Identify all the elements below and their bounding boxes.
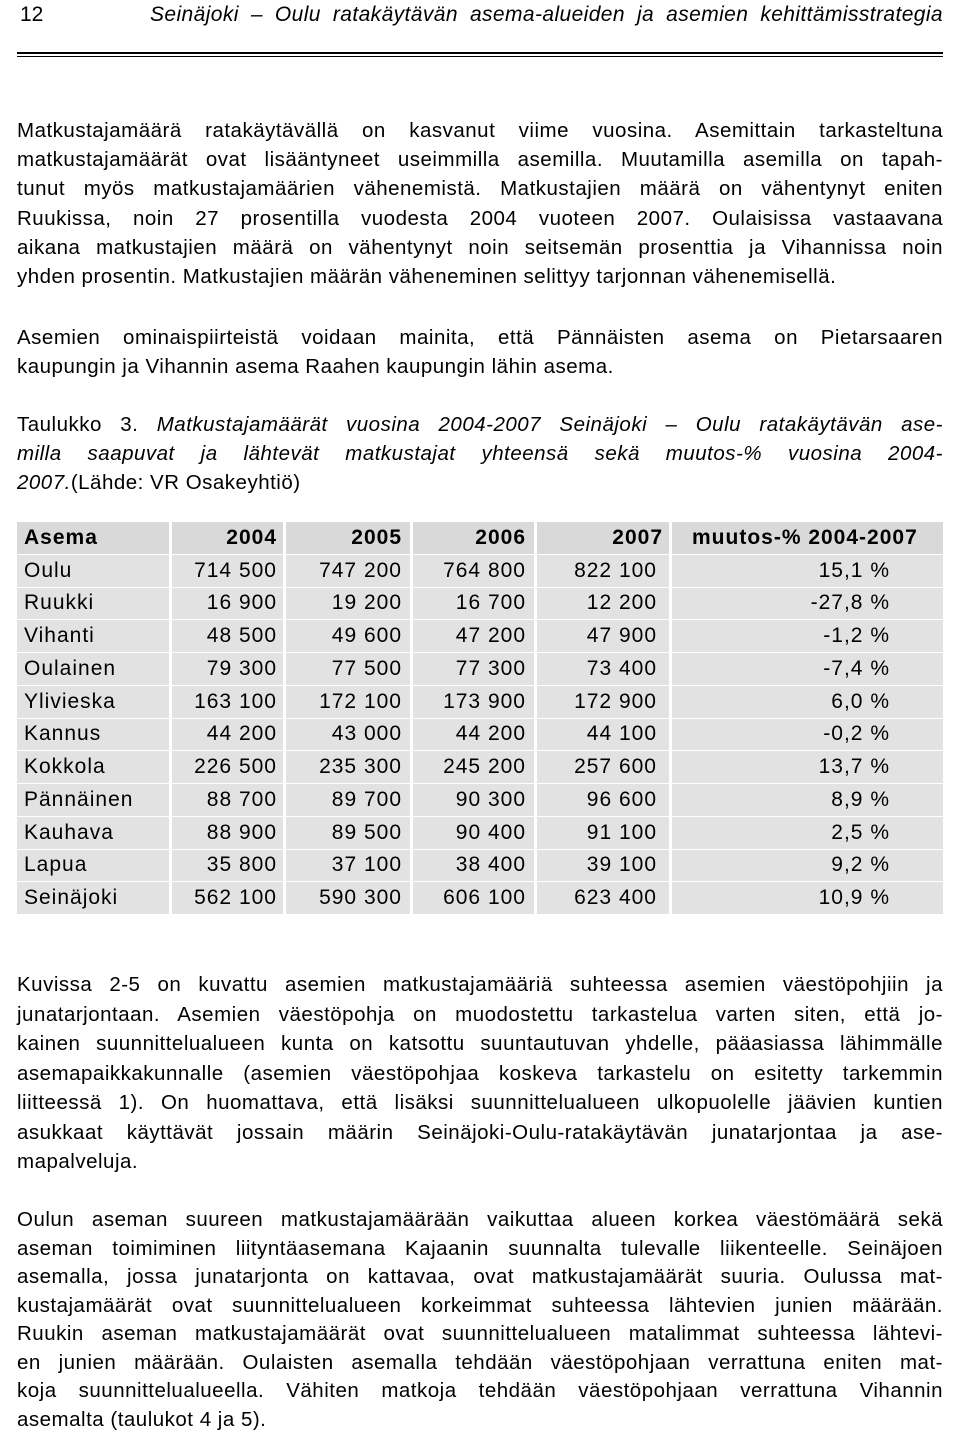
table-cell-2007: 73 400 xyxy=(537,653,669,685)
table-cell-2004: 714 500 xyxy=(172,555,283,587)
table-cell-station: Ruukki xyxy=(17,588,169,620)
paragraph xyxy=(17,116,943,291)
table-cell-2006: 173 900 xyxy=(413,686,534,718)
table-cell-2004: 562 100 xyxy=(172,882,283,914)
paragraph-line: kainen suunnittelualueen kunta on katsottu suuntautuvan yhdelle, pääasiassa lähimmälle xyxy=(17,1032,943,1055)
caption-text: 2007. xyxy=(17,470,71,494)
paragraph-line: kustajamäärät ovat suunnittelualueen korkeimmat suhteessa lähtevien junien määrään. xyxy=(17,1293,943,1317)
table-cell-2007: 91 100 xyxy=(537,817,669,849)
caption-line xyxy=(17,468,943,497)
table-cell-station: Lapua xyxy=(17,850,169,882)
table-cell-change: 9,2 % xyxy=(672,850,943,882)
table-cell-2005: 172 100 xyxy=(286,686,410,718)
table-cell-change: 8,9 % xyxy=(672,784,943,816)
table-cell-2006: 245 200 xyxy=(413,751,534,783)
table-row xyxy=(17,555,943,587)
table-cell-2005: 590 300 xyxy=(286,882,410,914)
table-header-2007: 2007 xyxy=(537,522,669,554)
table-row xyxy=(17,686,943,718)
table-cell-2006: 90 400 xyxy=(413,817,534,849)
table-cell-2005: 37 100 xyxy=(286,850,410,882)
table-cell-station: Kannus xyxy=(17,719,169,751)
table-cell-2005: 89 500 xyxy=(286,817,410,849)
table-cell-station: Oulainen xyxy=(17,653,169,685)
table-cell-change: 6,0 % xyxy=(672,686,943,718)
table-header-row xyxy=(17,522,943,554)
table-cell-2005: 747 200 xyxy=(286,555,410,587)
table-cell-2007: 623 400 xyxy=(537,882,669,914)
table-cell-change: 15,1 % xyxy=(672,555,943,587)
running-title: Seinäjoki – Oulu ratakäytävän asema-alueiden ja asemien kehittämisstrategia xyxy=(150,3,943,26)
table-cell-2006: 77 300 xyxy=(413,653,534,685)
table-cell-2004: 44 200 xyxy=(172,719,283,751)
table-cell-station: Seinäjoki xyxy=(17,882,169,914)
caption-text: Matkustajamäärät vuosina 2004-2007 Seinäjoki – Oulu ratakäytävän ase- xyxy=(156,412,944,436)
table-cell-2005: 43 000 xyxy=(286,719,410,751)
table-cell-2007: 12 200 xyxy=(537,588,669,620)
table-cell-2005: 19 200 xyxy=(286,588,410,620)
paragraph-line: aseman toimiminen liityntäasemana Kajaanin suunnalta tulevalle liikenteelle. Seinäjoen xyxy=(17,1236,943,1260)
header-rule-thin xyxy=(17,56,943,57)
caption-line xyxy=(17,410,943,439)
paragraph-line: kaupungin ja Vihannin asema Raahen kaupungin lähin asema. xyxy=(17,354,614,378)
table-cell-2005: 89 700 xyxy=(286,784,410,816)
caption-line: milla saapuvat ja lähtevät matkustajat yhteensä sekä muutos-% vuosina 2004- xyxy=(17,441,943,465)
paragraph-line: asemalta (taulukot 4 ja 5). xyxy=(17,1407,267,1431)
table-cell-2004: 226 500 xyxy=(172,751,283,783)
table-cell-2007: 257 600 xyxy=(537,751,669,783)
paragraph-line: asukkaat käyttävät jossain määrin Seinäjoki-Oulu-ratakäytävän junatarjontaa ja ase- xyxy=(17,1120,943,1144)
table-row xyxy=(17,817,943,849)
paragraph-line: tunut myös matkustajamäärien vähenemistä. Matkustajien määrä on vähentynyt eniten xyxy=(17,177,943,201)
table-cell-station: Vihanti xyxy=(17,620,169,652)
paragraph-line: yhden prosentin. Matkustajien määrän väheneminen selittyy tarjonnan vähenemisellä. xyxy=(17,265,837,289)
paragraph xyxy=(17,970,943,1177)
table-cell-2004: 48 500 xyxy=(172,620,283,652)
table-cell-change: -27,8 % xyxy=(672,588,943,620)
table-cell-2004: 35 800 xyxy=(172,850,283,882)
table-cell-2005: 77 500 xyxy=(286,653,410,685)
paragraph-line: liitteessä 1). On huomattava, että lisäksi suunnittelualueen ulkopuolelle jäävien kuntien xyxy=(17,1091,943,1114)
table-cell-2006: 764 800 xyxy=(413,555,534,587)
table-cell-change: 13,7 % xyxy=(672,751,943,783)
table-cell-2007: 172 900 xyxy=(537,686,669,718)
paragraph-line: junatarjontaan. Asemien väestöpohja on muodostettu tarkastelua varten siten, että jo- xyxy=(17,1002,943,1026)
paragraph-line: asemapaikkakunnalle (asemien väestöpohjaa koskeva tarkastelu on esitetty tarkemmin xyxy=(17,1061,943,1085)
table-cell-2007: 47 900 xyxy=(537,620,669,652)
table-row xyxy=(17,751,943,783)
table-cell-2004: 163 100 xyxy=(172,686,283,718)
table-cell-2005: 235 300 xyxy=(286,751,410,783)
table-cell-change: -1,2 % xyxy=(672,620,943,652)
table-cell-change: 2,5 % xyxy=(672,817,943,849)
paragraph-line: Kuvissa 2-5 on kuvattu asemien matkustajamääriä suhteessa asemien väestöpohjiin ja xyxy=(17,973,943,996)
table-cell-2006: 38 400 xyxy=(413,850,534,882)
paragraph-line: en junien määrään. Oulaisten asemalla tehdään väestöpohjaan verrattuna eniten mat- xyxy=(17,1350,943,1374)
table-cell-2007: 822 100 xyxy=(537,555,669,587)
table-cell-station: Pännäinen xyxy=(17,784,169,816)
table-header-change: muutos-% 2004-2007 xyxy=(672,522,943,554)
header-rule xyxy=(17,52,943,54)
table-cell-2004: 88 700 xyxy=(172,784,283,816)
passenger-table xyxy=(17,522,943,914)
table-row xyxy=(17,784,943,816)
table-cell-change: -7,4 % xyxy=(672,653,943,685)
paragraph-line: asemalla, jossa junatarjonta on kattavaa, ovat matkustajamäärät suuria. Oulussa mat- xyxy=(17,1265,943,1288)
table-row xyxy=(17,719,943,751)
table-row xyxy=(17,588,943,620)
paragraph-line: Asemien ominaispiirteistä voidaan mainita, että Pännäisten asema on Pietarsaaren xyxy=(17,325,943,349)
paragraph-line: matkustajamäärät ovat lisääntyneet useimmilla asemilla. Muutamilla asemilla on tapah- xyxy=(17,148,943,172)
table-cell-2007: 44 100 xyxy=(537,719,669,751)
table-cell-2006: 606 100 xyxy=(413,882,534,914)
table-cell-change: -0,2 % xyxy=(672,719,943,751)
table-header-station: Asema xyxy=(17,522,169,554)
table-row xyxy=(17,882,943,914)
page-number: 12 xyxy=(20,3,44,26)
table-cell-2004: 79 300 xyxy=(172,653,283,685)
caption-label: Taulukko 3. xyxy=(17,412,139,436)
table-row xyxy=(17,653,943,685)
table-cell-change: 10,9 % xyxy=(672,882,943,914)
table-cell-2004: 88 900 xyxy=(172,817,283,849)
caption-source: (Lähde: VR Osakeyhtiö) xyxy=(70,470,301,494)
paragraph-line: aikana matkustajien määrä on vähentynyt noin seitsemän prosenttia ja Vihannissa noin xyxy=(17,235,943,259)
table-cell-2006: 90 300 xyxy=(413,784,534,816)
paragraph-line: Oulun aseman suureen matkustajamäärään vaikuttaa alueen korkea väestömäärä sekä xyxy=(17,1208,943,1231)
table-cell-2007: 39 100 xyxy=(537,850,669,882)
table-cell-station: Kauhava xyxy=(17,817,169,849)
table-cell-station: Oulu xyxy=(17,555,169,587)
table-row xyxy=(17,620,943,652)
table-cell-2006: 44 200 xyxy=(413,719,534,751)
table-cell-2007: 96 600 xyxy=(537,784,669,816)
paragraph xyxy=(17,323,943,381)
paragraph-line: koja suunnittelualueella. Vähiten matkoja tehdään väestöpohjaan verrattuna Vihannin xyxy=(17,1379,943,1402)
paragraph-line: Ruukissa, noin 27 prosentilla vuodesta 2004 vuoteen 2007. Oulaisissa vastaavana xyxy=(17,206,943,230)
table-row xyxy=(17,850,943,882)
table-cell-2005: 49 600 xyxy=(286,620,410,652)
table-caption xyxy=(17,410,943,497)
table-cell-station: Kokkola xyxy=(17,751,169,783)
table-cell-2006: 16 700 xyxy=(413,588,534,620)
paragraph-line: Matkustajamäärä ratakäytävällä on kasvanut viime vuosina. Asemittain tarkasteltuna xyxy=(17,119,943,142)
table-header-2006: 2006 xyxy=(413,522,534,554)
table-cell-2006: 47 200 xyxy=(413,620,534,652)
paragraph-line: mapalveluja. xyxy=(17,1150,139,1173)
paragraph-line: Ruukin aseman matkustajamäärät ovat suunnittelualueen matalimmat suhteessa lähtevi- xyxy=(17,1322,943,1345)
table-header-2005: 2005 xyxy=(286,522,410,554)
table-cell-station: Ylivieska xyxy=(17,686,169,718)
paragraph xyxy=(17,1206,943,1434)
table-header-2004: 2004 xyxy=(172,522,283,554)
table-cell-2004: 16 900 xyxy=(172,588,283,620)
